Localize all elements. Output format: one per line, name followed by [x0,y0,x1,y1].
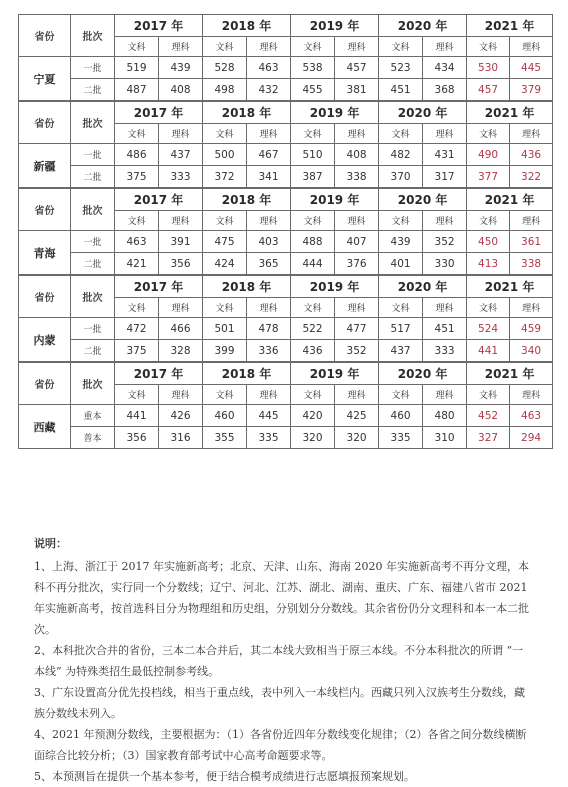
score-cell: 375 [115,340,159,362]
subject-li: 理科 [510,298,553,318]
score-cell: 333 [423,340,467,362]
table-row [19,57,553,79]
score-cell: 352 [335,340,379,362]
subject-wen: 文科 [291,298,335,318]
score-cell: 486 [115,144,159,166]
score-cell: 387 [291,166,335,188]
table-row [19,427,553,449]
score-cell: 421 [115,253,159,275]
predicted-score-cell: 530 [467,57,510,79]
score-cell: 431 [423,144,467,166]
subject-li: 理科 [423,211,467,231]
province-name: 内蒙 [19,318,71,362]
score-cell: 356 [115,427,159,449]
score-cell: 437 [379,340,423,362]
batch-name: 重本 [71,405,115,427]
predicted-score-cell: 338 [510,253,553,275]
table-row [19,340,553,362]
score-cell: 320 [291,427,335,449]
batch-header: 批次 [71,363,115,405]
score-cell: 401 [379,253,423,275]
year-header: 2018 年 [203,102,291,124]
year-header: 2019 年 [291,189,379,211]
notes-title: 说明： [34,537,67,550]
subject-li: 理科 [159,124,203,144]
score-cell: 316 [159,427,203,449]
subject-li: 理科 [159,385,203,405]
score-cell: 477 [335,318,379,340]
score-cell: 457 [335,57,379,79]
predicted-score-cell: 379 [510,79,553,101]
score-cell: 437 [159,144,203,166]
year-header: 2017 年 [115,276,203,298]
score-cell: 333 [159,166,203,188]
subject-li: 理科 [159,211,203,231]
predicted-score-cell: 490 [467,144,510,166]
score-cell: 328 [159,340,203,362]
subject-li: 理科 [159,37,203,57]
score-cell: 434 [423,57,467,79]
predicted-score-cell: 450 [467,231,510,253]
predicted-score-cell: 361 [510,231,553,253]
subject-wen: 文科 [115,298,159,318]
score-cell: 341 [247,166,291,188]
subject-wen: 文科 [379,37,423,57]
subject-wen: 文科 [467,385,510,405]
subject-li: 理科 [510,211,553,231]
year-header: 2020 年 [379,15,467,37]
predicted-score-cell: 340 [510,340,553,362]
score-cell: 320 [335,427,379,449]
province-table [18,101,553,188]
batch-header: 批次 [71,276,115,318]
subject-wen: 文科 [115,211,159,231]
note-item-4: 4、2021 年预测分数线，主要根据为：（1）各省份近四年分数线变化规律；（2）各省之间分数线横断面综合比较分析；（3）国家教育部考试中心高考命题要求等。 [34,728,527,762]
year-header: 2018 年 [203,363,291,385]
subject-wen: 文科 [467,298,510,318]
province-name: 宁夏 [19,57,71,101]
province-header: 省份 [19,102,71,144]
score-cell: 424 [203,253,247,275]
province-header: 省份 [19,15,71,57]
table-row [19,318,553,340]
year-header: 2018 年 [203,189,291,211]
year-header: 2020 年 [379,363,467,385]
score-cell: 375 [115,166,159,188]
score-cell: 425 [335,405,379,427]
score-cell: 335 [247,427,291,449]
score-cell: 368 [423,79,467,101]
score-cell: 488 [291,231,335,253]
province-table [18,362,553,449]
subject-wen: 文科 [203,385,247,405]
score-cell: 310 [423,427,467,449]
score-cell: 467 [247,144,291,166]
table-row [19,253,553,275]
batch-name: 二批 [71,166,115,188]
score-cell: 439 [379,231,423,253]
subject-wen: 文科 [291,385,335,405]
score-cell: 463 [115,231,159,253]
score-cell: 445 [247,405,291,427]
score-cell: 519 [115,57,159,79]
score-cell: 528 [203,57,247,79]
predicted-score-cell: 452 [467,405,510,427]
score-cell: 478 [247,318,291,340]
province-name: 青海 [19,231,71,275]
score-cell: 444 [291,253,335,275]
subject-li: 理科 [247,124,291,144]
subject-li: 理科 [159,298,203,318]
score-cell: 391 [159,231,203,253]
batch-header: 批次 [71,189,115,231]
predicted-score-cell: 436 [510,144,553,166]
score-cell: 455 [291,79,335,101]
subject-wen: 文科 [203,211,247,231]
subject-li: 理科 [335,298,379,318]
score-cell: 330 [423,253,467,275]
year-header: 2019 年 [291,363,379,385]
score-cell: 352 [423,231,467,253]
province-header: 省份 [19,363,71,405]
year-header: 2017 年 [115,363,203,385]
score-cell: 370 [379,166,423,188]
year-header: 2020 年 [379,102,467,124]
score-cell: 355 [203,427,247,449]
subject-li: 理科 [423,385,467,405]
predicted-score-cell: 459 [510,318,553,340]
province-name: 新疆 [19,144,71,188]
subject-li: 理科 [247,298,291,318]
subject-wen: 文科 [203,124,247,144]
score-cell: 460 [379,405,423,427]
score-cell: 407 [335,231,379,253]
table-row [19,231,553,253]
score-cell: 466 [159,318,203,340]
score-cell: 408 [335,144,379,166]
predicted-score-cell: 294 [510,427,553,449]
province-header: 省份 [19,276,71,318]
score-cell: 432 [247,79,291,101]
predicted-score-cell: 327 [467,427,510,449]
subject-li: 理科 [335,37,379,57]
subject-wen: 文科 [379,124,423,144]
score-cell: 480 [423,405,467,427]
score-cell: 487 [115,79,159,101]
year-header: 2017 年 [115,102,203,124]
table-row [19,405,553,427]
batch-name: 一批 [71,318,115,340]
table-row [19,144,553,166]
subject-wen: 文科 [203,298,247,318]
score-cell: 376 [335,253,379,275]
subject-wen: 文科 [115,37,159,57]
score-cell: 475 [203,231,247,253]
table-row [19,79,553,101]
predicted-score-cell: 524 [467,318,510,340]
subject-li: 理科 [335,211,379,231]
predicted-score-cell: 445 [510,57,553,79]
province-table [18,275,553,362]
subject-wen: 文科 [467,211,510,231]
subject-li: 理科 [510,124,553,144]
batch-name: 二批 [71,340,115,362]
note-item-2: 2、本科批次合并的省份，三本二本合并后，其二本线大致相当于原三本线。不分本科批次的所谓 “一本线” 为特殊类招生最低控制参考线。 [34,644,524,678]
score-cell: 399 [203,340,247,362]
batch-name: 一批 [71,144,115,166]
subject-li: 理科 [423,298,467,318]
score-cell: 451 [379,79,423,101]
score-tables [18,14,552,449]
province-header: 省份 [19,189,71,231]
score-cell: 439 [159,57,203,79]
score-cell: 472 [115,318,159,340]
score-cell: 501 [203,318,247,340]
note-item-3: 3、广东设置高分优先投档线，相当于重点线，表中列入一本线栏内。西藏只列入汉族考生分数线，藏族分数线未列入。 [34,686,525,720]
score-cell: 517 [379,318,423,340]
year-header: 2018 年 [203,15,291,37]
subject-li: 理科 [247,385,291,405]
score-cell: 338 [335,166,379,188]
subject-wen: 文科 [379,298,423,318]
year-header: 2020 年 [379,276,467,298]
batch-name: 一批 [71,57,115,79]
table-row [19,166,553,188]
year-header: 2021 年 [467,363,553,385]
subject-li: 理科 [335,124,379,144]
subject-wen: 文科 [291,37,335,57]
subject-li: 理科 [423,37,467,57]
subject-wen: 文科 [379,211,423,231]
batch-header: 批次 [71,15,115,57]
subject-li: 理科 [510,385,553,405]
subject-wen: 文科 [291,124,335,144]
batch-name: 二批 [71,253,115,275]
predicted-score-cell: 377 [467,166,510,188]
province-table [18,188,553,275]
predicted-score-cell: 322 [510,166,553,188]
score-cell: 336 [247,340,291,362]
province-name: 西藏 [19,405,71,449]
score-cell: 538 [291,57,335,79]
subject-wen: 文科 [115,124,159,144]
score-cell: 381 [335,79,379,101]
subject-li: 理科 [247,37,291,57]
score-cell: 482 [379,144,423,166]
year-header: 2017 年 [115,15,203,37]
subject-li: 理科 [335,385,379,405]
province-table [18,14,553,101]
score-cell: 522 [291,318,335,340]
notes-section [34,533,534,787]
subject-wen: 文科 [467,37,510,57]
year-header: 2021 年 [467,189,553,211]
subject-li: 理科 [247,211,291,231]
predicted-score-cell: 457 [467,79,510,101]
batch-name: 一批 [71,231,115,253]
score-cell: 451 [423,318,467,340]
score-cell: 317 [423,166,467,188]
subject-wen: 文科 [379,385,423,405]
score-cell: 436 [291,340,335,362]
batch-header: 批次 [71,102,115,144]
score-cell: 441 [115,405,159,427]
batch-name: 普本 [71,427,115,449]
year-header: 2018 年 [203,276,291,298]
year-header: 2019 年 [291,276,379,298]
score-cell: 420 [291,405,335,427]
year-header: 2019 年 [291,102,379,124]
score-cell: 500 [203,144,247,166]
year-header: 2017 年 [115,189,203,211]
year-header: 2021 年 [467,276,553,298]
subject-wen: 文科 [467,124,510,144]
score-cell: 463 [247,57,291,79]
score-cell: 403 [247,231,291,253]
score-cell: 510 [291,144,335,166]
score-cell: 523 [379,57,423,79]
score-cell: 498 [203,79,247,101]
score-cell: 335 [379,427,423,449]
predicted-score-cell: 463 [510,405,553,427]
score-cell: 356 [159,253,203,275]
subject-wen: 文科 [291,211,335,231]
score-cell: 408 [159,79,203,101]
subject-wen: 文科 [203,37,247,57]
score-cell: 426 [159,405,203,427]
predicted-score-cell: 413 [467,253,510,275]
subject-li: 理科 [423,124,467,144]
subject-li: 理科 [510,37,553,57]
score-cell: 372 [203,166,247,188]
note-item-1: 1、上海、浙江于 2017 年实施新高考；北京、天津、山东、海南 2020 年实施新高考不再分文理，本科不再分批次，实行同一个分数线；辽宁、河北、江苏、湖北、湖南、重庆、广东、福建八省市 2021 年实施新高考，按首选科目分为物理组和历史组，分别划分分数线。其余省份仍分文理科和本一本二批次。 [34,560,529,636]
predicted-score-cell: 441 [467,340,510,362]
year-header: 2019 年 [291,15,379,37]
score-cell: 460 [203,405,247,427]
subject-wen: 文科 [115,385,159,405]
year-header: 2020 年 [379,189,467,211]
note-item-5: 5、本预测旨在提供一个基本参考，便于结合模考成绩进行志愿填报预案规划。 [34,770,415,783]
year-header: 2021 年 [467,102,553,124]
year-header: 2021 年 [467,15,553,37]
score-cell: 365 [247,253,291,275]
batch-name: 二批 [71,79,115,101]
